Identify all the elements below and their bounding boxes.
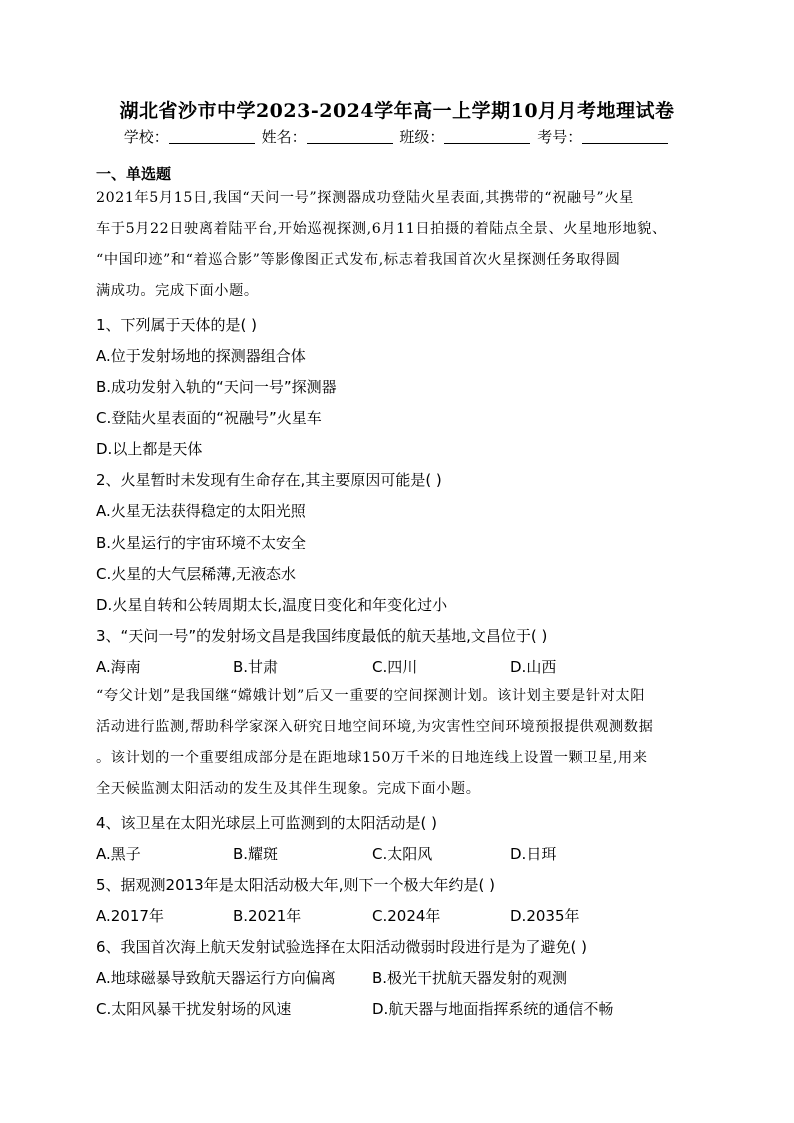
passage-line: “夸父计划”是我国继“嫦娥计划”后又一重要的空间探测计划。该计划主要是针对太阳 [96,688,645,704]
q1-option-d[interactable]: D.以上都是天体 [96,440,203,458]
section-heading: 一、单选题 [96,165,172,183]
q4-option-c[interactable]: C.太阳风 [372,845,433,863]
q2-option-c[interactable]: C.火星的大气层稀薄,无液态水 [96,565,297,583]
question-3-stem: 3、“天问一号”的发射场文昌是我国纬度最低的航天基地,文昌位于( ) [96,627,548,645]
student-info-line [0,126,794,147]
passage-line: “中国印迹”和“着巡合影”等影像图正式发布,标志着我国首次火星探测任务取得圆 [96,252,621,268]
name-label: 姓名： [261,128,307,146]
question-6-stem: 6、我国首次海上航天发射试验选择在太阳活动微弱时段进行是为了避免( ) [96,938,588,956]
number-label: 考号： [537,128,583,146]
q4-option-b[interactable]: B.耀斑 [233,845,279,863]
q5-option-a[interactable]: A.2017年 [96,907,164,925]
q3-option-d[interactable]: D.山西 [510,658,557,676]
passage-line: 2021年5月15日,我国“天问一号”探测器成功登陆火星表面,其携带的“祝融号”火星 [96,190,634,206]
question-2-stem: 2、火星暂时未发现有生命存在,其主要原因可能是( ) [96,471,442,489]
q5-option-b[interactable]: B.2021年 [233,907,302,925]
q6-option-d[interactable]: D.航天器与地面指挥系统的通信不畅 [372,1000,614,1018]
q5-option-c[interactable]: C.2024年 [372,907,441,925]
passage-line: 全天候监测太阳活动的发生及其伴生现象。完成下面小题。 [96,781,481,797]
q3-option-a[interactable]: A.海南 [96,658,141,676]
number-blank[interactable] [582,129,668,144]
q1-option-c[interactable]: C.登陆火星表面的“祝融号”火星车 [96,409,322,427]
q4-option-a[interactable]: A.黑子 [96,845,141,863]
question-1-stem: 1、下列属于天体的是( ) [96,316,258,334]
school-blank[interactable] [169,129,255,144]
passage-line: 满成功。完成下面小题。 [96,283,259,299]
q6-option-a[interactable]: A.地球磁暴导致航天器运行方向偏离 [96,969,336,987]
q6-option-b[interactable]: B.极光干扰航天器发射的观测 [372,969,568,987]
q4-option-d[interactable]: D.日珥 [510,845,557,863]
name-blank[interactable] [307,129,393,144]
class-blank[interactable] [444,129,530,144]
class-label: 班级： [399,128,445,146]
q1-option-b[interactable]: B.成功发射入轨的“天问一号”探测器 [96,378,337,396]
q3-option-b[interactable]: B.甘肃 [233,658,279,676]
passage-line: 。该计划的一个重要组成部分是在距地球150万千米的日地连线上设置一颗卫星,用来 [96,750,648,766]
passage-mars [96,183,701,307]
q2-option-a[interactable]: A.火星无法获得稳定的太阳光照 [96,502,306,520]
q2-option-d[interactable]: D.火星自转和公转周期太长,温度日变化和年变化过小 [96,596,448,614]
q1-option-a[interactable]: A.位于发射场地的探测器组合体 [96,347,306,365]
passage-line: 活动进行监测,帮助科学家深入研究日地空间环境,为灾害性空间环境预报提供观测数据 [96,719,654,735]
passage-kuafu [96,681,701,805]
q3-option-c[interactable]: C.四川 [372,658,418,676]
q6-option-c[interactable]: C.太阳风暴干扰发射场的风速 [96,1000,292,1018]
q2-option-b[interactable]: B.火星运行的宇宙环境不太安全 [96,534,307,552]
q5-option-d[interactable]: D.2035年 [510,907,580,925]
passage-line: 车于5月22日驶离着陆平台,开始巡视探测,6月11日拍摄的着陆点全景、火星地形地貌、 [96,221,667,237]
question-5-stem: 5、据观测2013年是太阳活动极大年,则下一个极大年约是( ) [96,876,495,894]
question-4-stem: 4、该卫星在太阳光球层上可监测到的太阳活动是( ) [96,814,438,832]
exam-title: 湖北省沙市中学2023-2024学年高一上学期10月月考地理试卷 [119,100,675,122]
school-label: 学校： [123,128,169,146]
